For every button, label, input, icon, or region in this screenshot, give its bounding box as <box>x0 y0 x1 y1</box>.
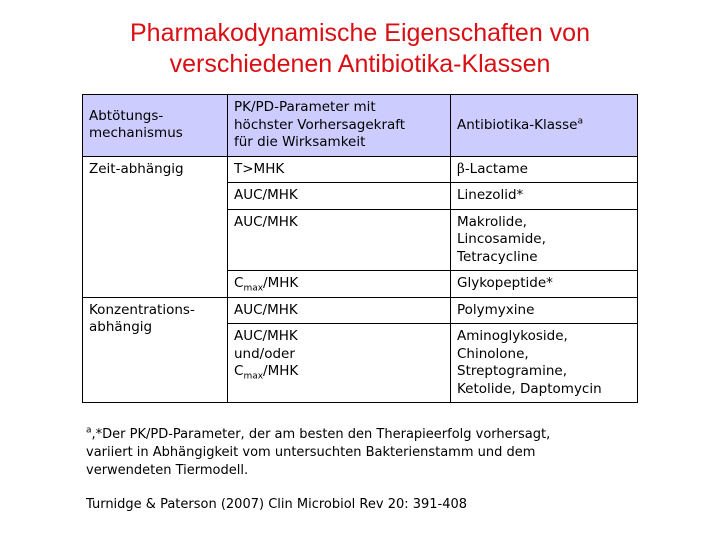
class-text-line-2: Lincosamide, <box>457 231 546 247</box>
header-parameter-line-2: höchster Vorhersagekraft <box>234 116 406 133</box>
class-text: Glykopeptide* <box>457 275 553 291</box>
param-line-2: und/oder <box>234 345 295 362</box>
slide-title <box>0 18 720 80</box>
header-mechanism-line-2: mechanismus <box>89 125 183 142</box>
header-class-label: Antibiotika-Klasse <box>457 116 578 133</box>
param-text: AUC/MHK <box>234 187 298 203</box>
group-time-label: Zeit-abhängig <box>89 160 184 177</box>
param-line-1: AUC/MHK <box>234 328 298 344</box>
param-subscript: max <box>243 283 264 294</box>
class-cell <box>451 209 638 271</box>
footnote-line-2: variiert in Abhängigkeit vom untersuchten Bakterienstamm und dem <box>86 445 536 460</box>
param-cell <box>228 183 451 210</box>
param-cell <box>228 156 451 183</box>
param-cell <box>228 209 451 271</box>
group-conc-line-2: abhängig <box>89 319 153 335</box>
footnote-line-1 <box>86 426 646 444</box>
citation: Turnidge & Paterson (2007) Clin Microbiol Rev 20: 391-408 <box>86 497 468 512</box>
antibiotics-table <box>82 94 638 403</box>
footnote-line-3: verwendeten Tiermodell. <box>86 463 249 478</box>
param-text: AUC/MHK <box>234 301 298 318</box>
param-subscript: max <box>243 371 264 382</box>
class-text: -Lactame <box>464 160 528 177</box>
param-text: T>MHK <box>234 160 285 177</box>
header-parameter-line-3: für die Wirksamkeit <box>234 134 366 150</box>
param-c: C <box>234 275 244 291</box>
title-line-2: verschiedenen Antibiotika-Klassen <box>169 50 551 78</box>
group-concentration-dependent <box>83 297 228 403</box>
class-cell <box>451 183 638 210</box>
class-text: Linezolid* <box>457 187 524 203</box>
class-text-line-1: Aminoglykoside, <box>457 328 568 344</box>
param-text: AUC/MHK <box>234 213 298 230</box>
param-c: C <box>234 363 244 379</box>
header-mechanism <box>83 95 228 157</box>
class-cell <box>451 324 638 403</box>
param-rest: /MHK <box>263 275 299 291</box>
class-text-line-4: Ketolide, Daptomycin <box>457 380 602 397</box>
class-cell <box>451 271 638 298</box>
table-header-row <box>83 95 638 157</box>
class-cell <box>451 297 638 324</box>
beta-symbol: β <box>457 160 465 177</box>
header-class <box>451 95 638 157</box>
footnote-line-1-text: ,*Der PK/PD-Parameter, der am besten den Therapieerfolg vorhersagt, <box>91 427 551 442</box>
footnote-mark: a <box>86 425 92 436</box>
header-mechanism-line-1: Abtötungs- <box>89 107 164 124</box>
param-cell <box>228 271 451 298</box>
class-text-line-1: Makrolide, <box>457 213 527 230</box>
class-text-line-3: Tetracycline <box>457 248 538 265</box>
class-text-line-3: Streptogramine, <box>457 363 567 379</box>
param-cell <box>228 297 451 324</box>
table-row <box>83 156 638 183</box>
class-cell <box>451 156 638 183</box>
footnote <box>86 426 646 480</box>
group-time-dependent <box>83 156 228 297</box>
header-parameter-line-1: PK/PD-Parameter mit <box>234 99 376 115</box>
table-row <box>83 297 638 324</box>
class-text: Polymyxine <box>457 301 535 318</box>
title-line-1: Pharmakodynamische Eigenschaften von <box>130 19 590 47</box>
class-text-line-2: Chinolone, <box>457 345 529 362</box>
header-parameter <box>228 95 451 157</box>
group-conc-line-1: Konzentrations- <box>89 301 195 318</box>
param-cell <box>228 324 451 403</box>
header-class-footnote-mark: a <box>577 116 583 126</box>
param-rest: /MHK <box>263 363 299 379</box>
